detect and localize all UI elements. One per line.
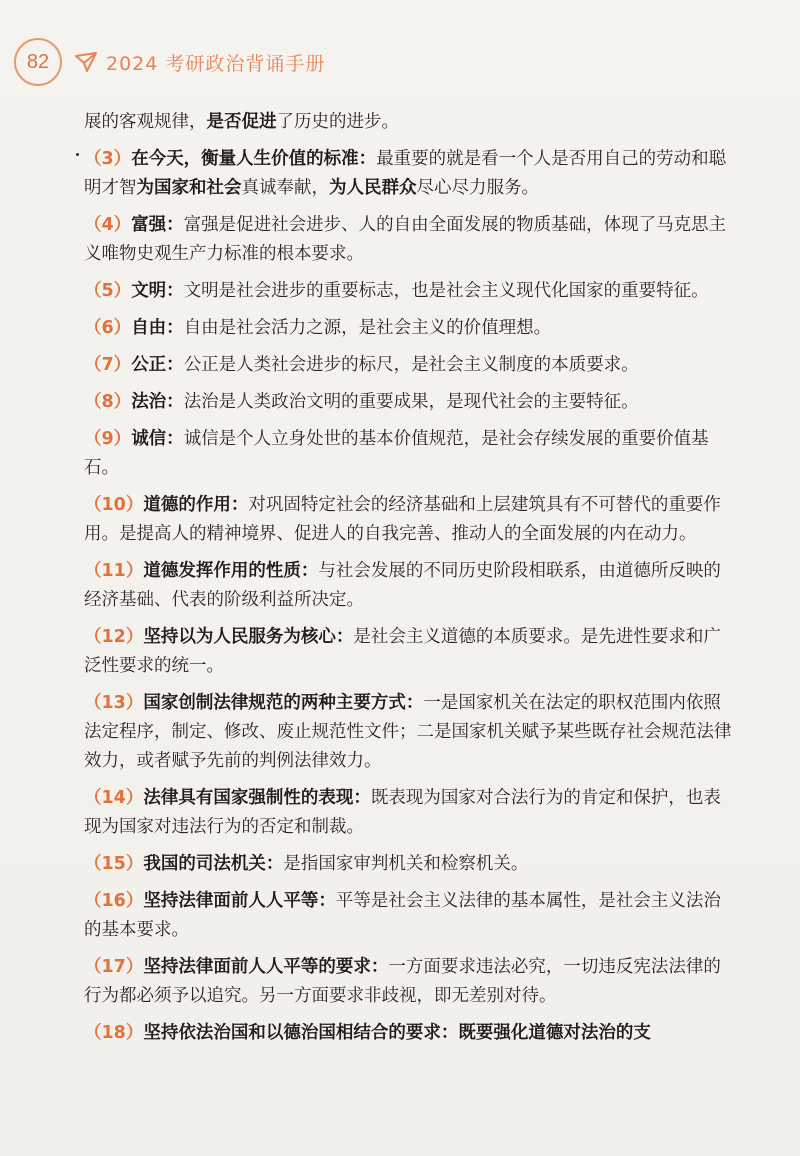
list-item <box>84 887 734 945</box>
item-number: （6） <box>84 318 132 338</box>
item-number: （3） <box>84 149 132 169</box>
list-item <box>84 425 734 483</box>
margin-dot <box>76 153 79 156</box>
item-text: 真诚奉献， <box>241 178 329 198</box>
item-number: （17） <box>84 957 144 977</box>
list-item <box>84 388 734 417</box>
item-term: 公正： <box>131 355 184 375</box>
list-item <box>84 351 734 380</box>
list-item <box>84 557 734 615</box>
item-text: 与社会发展的不同历史阶段相联系，由道德所反映的经济基础、代表的阶级利益所决定。 <box>84 561 721 610</box>
item-term: 道德发挥作用的性质： <box>143 561 319 581</box>
item-text: 一方面要求违法必究，一切违反宪法法律的行为都必须予以追究。另一方面要求非歧视，即无差别对待。 <box>84 957 721 1006</box>
item-text: 既要强化道德对法治的支 <box>458 1023 651 1043</box>
item-term: 坚持法律面前人人平等的要求： <box>143 957 389 977</box>
intro-text: 展的客观规律， <box>84 112 207 132</box>
list-item <box>84 314 734 343</box>
book-title: 2024 考研政治背诵手册 <box>106 52 326 75</box>
item-text: 是社会主义道德的本质要求。是先进性要求和广泛性要求的统一。 <box>84 627 721 676</box>
intro-rest: 了历史的进步。 <box>276 112 399 132</box>
item-number: （16） <box>84 891 144 911</box>
item-number: （18） <box>84 1023 144 1043</box>
item-text: 诚信是个人立身处世的基本价值规范，是社会存续发展的重要价值基石。 <box>84 429 709 478</box>
item-text: 是指国家审判机关和检察机关。 <box>283 854 529 874</box>
item-text: 平等是社会主义法律的基本属性，是社会主义法治的基本要求。 <box>84 891 721 940</box>
list-item <box>84 1019 734 1048</box>
item-text: 法治是人类政治文明的重要成果，是现代社会的主要特征。 <box>183 392 639 412</box>
item-term: 坚持依法治国和以德治国相结合的要求： <box>143 1023 459 1043</box>
item-term: 诚信： <box>131 429 184 449</box>
item-text: 为人民群众 <box>329 178 417 198</box>
item-text: 最重要的就是看一个人是否用自己的劳动和聪明才智 <box>84 149 727 198</box>
list-item <box>84 689 734 776</box>
item-number: （11） <box>84 561 144 581</box>
list-item <box>84 850 734 879</box>
items-list <box>84 145 734 1048</box>
item-number: （8） <box>84 392 132 412</box>
paper-plane-icon <box>74 50 98 74</box>
item-number: （7） <box>84 355 132 375</box>
item-number: （4） <box>84 215 132 235</box>
item-term: 法治： <box>131 392 184 412</box>
item-term: 坚持法律面前人人平等： <box>143 891 336 911</box>
item-text: 富强是促进社会进步、人的自由全面发展的物质基础，体现了马克思主义唯物史观生产力标准的根本要求。 <box>84 215 727 264</box>
item-term: 我国的司法机关： <box>143 854 284 874</box>
item-term: 富强： <box>131 215 184 235</box>
list-item <box>84 211 734 269</box>
item-term: 自由： <box>131 318 184 338</box>
item-number: （13） <box>84 693 144 713</box>
item-term: 文明： <box>131 281 184 301</box>
list-item <box>84 953 734 1011</box>
list-item <box>84 145 734 203</box>
page-number: 82 <box>14 38 62 86</box>
list-item <box>84 277 734 306</box>
item-text: 既表现为国家对合法行为的肯定和保护，也表现为国家对违法行为的否定和制裁。 <box>84 788 721 837</box>
item-text: 尽心尽力服务。 <box>416 178 539 198</box>
item-number: （9） <box>84 429 132 449</box>
item-term: 坚持以为人民服务为核心： <box>143 627 354 647</box>
item-number: （12） <box>84 627 144 647</box>
item-term: 在今天，衡量人生价值的标准： <box>131 149 377 169</box>
list-item <box>84 784 734 842</box>
item-text: 公正是人类社会进步的标尺，是社会主义制度的本质要求。 <box>183 355 639 375</box>
list-item <box>84 623 734 681</box>
item-text: 对巩固特定社会的经济基础和上层建筑具有不可替代的重要作用。是提高人的精神境界、促进人的自我完善、推动人的全面发展的内在动力。 <box>84 495 721 544</box>
item-text: 自由是社会活力之源，是社会主义的价值理想。 <box>183 318 552 338</box>
list-item <box>84 491 734 549</box>
item-term: 国家创制法律规范的两种主要方式： <box>143 693 424 713</box>
content-body <box>84 108 734 1056</box>
page-header <box>14 38 325 86</box>
item-number: （10） <box>84 495 144 515</box>
item-term: 法律具有国家强制性的表现： <box>143 788 371 808</box>
intro-bold: 是否促进 <box>206 112 277 132</box>
item-term: 道德的作用： <box>143 495 249 515</box>
item-number: （5） <box>84 281 132 301</box>
intro-paragraph <box>84 108 734 137</box>
item-text: 为国家和社会 <box>136 178 242 198</box>
item-number: （15） <box>84 854 144 874</box>
item-text: 文明是社会进步的重要标志，也是社会主义现代化国家的重要特征。 <box>183 281 709 301</box>
item-number: （14） <box>84 788 144 808</box>
item-text: 一是国家机关在法定的职权范围内依照法定程序，制定、修改、废止规范性文件；二是国家机关赋予某些既存社会规范法律效力，或者赋予先前的判例法律效力。 <box>84 693 732 771</box>
